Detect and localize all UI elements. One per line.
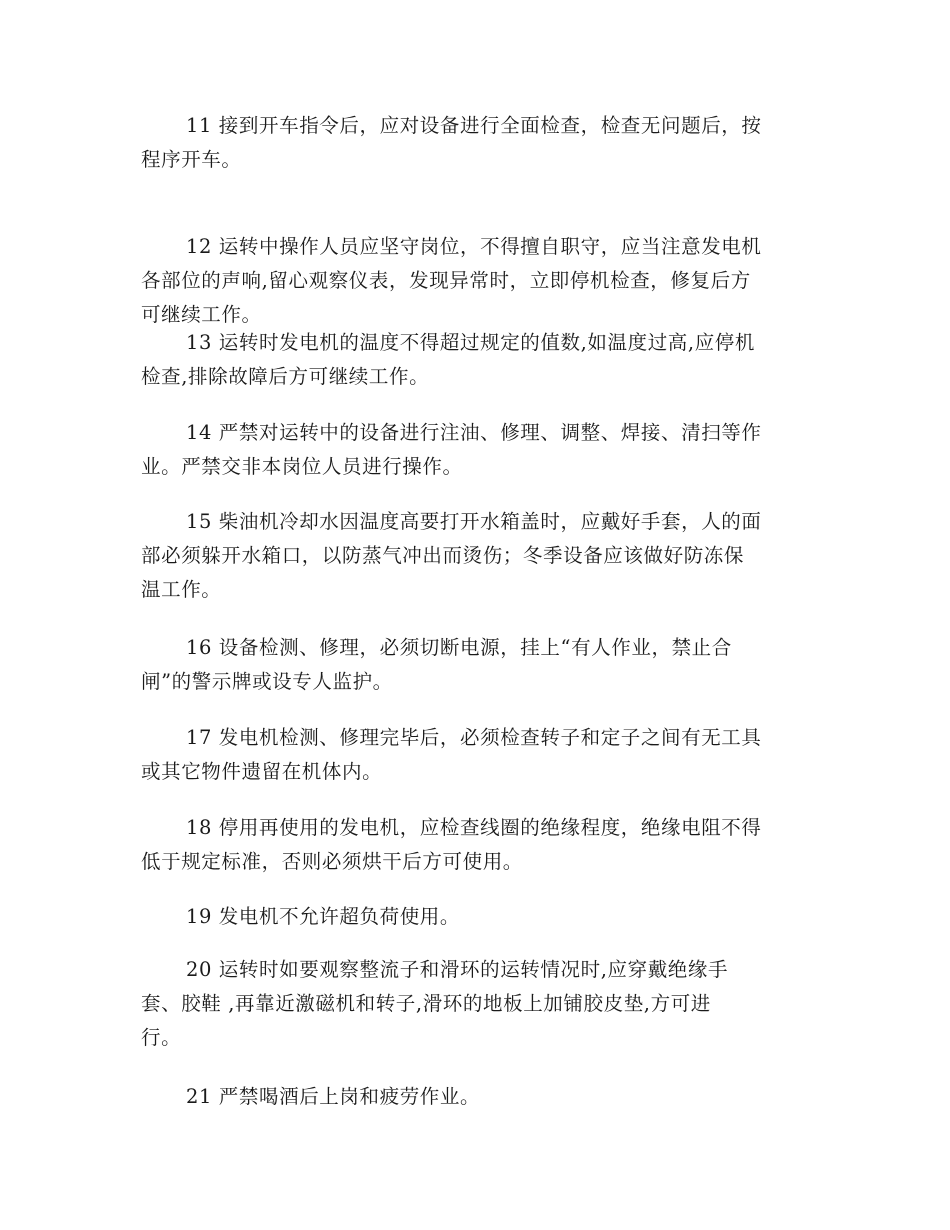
paragraph-line: 低于规定标准，否则必须烘干后方可使用。	[141, 850, 523, 873]
paragraph-17	[141, 721, 811, 789]
paragraph-21	[141, 1080, 811, 1114]
paragraph-15	[141, 505, 811, 607]
paragraph-line: 行。	[141, 1026, 182, 1049]
paragraph-line: 13 运转时发电机的温度不得超过规定的值数,如温度过高,应停机	[186, 331, 756, 354]
paragraph-line: 11 接到开车指令后，应对设备进行全面检查，检查无问题后，按	[186, 114, 762, 137]
paragraph-line: 业。严禁交非本岗位人员进行操作。	[141, 455, 463, 478]
paragraph-line: 19 发电机不允许超负荷使用。	[186, 905, 461, 928]
paragraph-line: 18 停用再使用的发电机，应检查线圈的绝缘程度，绝缘电阻不得	[186, 816, 762, 839]
paragraph-18	[141, 811, 811, 879]
paragraph-line: 各部位的声响,留心观察仪表，发现异常时，立即停机检查，修复后方	[141, 269, 751, 292]
paragraph-line: 可继续工作。	[141, 303, 262, 326]
paragraph-line: 温工作。	[141, 578, 222, 601]
paragraph-19	[141, 900, 811, 934]
paragraph-line: 或其它物件遗留在机体内。	[141, 760, 383, 783]
paragraph-line: 15 柴油机冷却水因温度高要打开水箱盖时，应戴好手套，人的面	[186, 510, 762, 533]
paragraph-16	[141, 631, 811, 699]
paragraph-line: 17 发电机检测、修理完毕后，必须检查转子和定子之间有无工具	[186, 726, 762, 749]
paragraph-20	[141, 953, 811, 1055]
paragraph-line: 20 运转时如要观察整流子和滑环的运转情况时,应穿戴绝缘手	[186, 958, 729, 981]
paragraph-line: 程序开车。	[141, 148, 242, 171]
paragraph-line: 12 运转中操作人员应坚守岗位，不得擅自职守，应当注意发电机	[186, 235, 762, 258]
paragraph-line: 闸”的警示牌或设专人监护。	[141, 670, 393, 693]
paragraph-11	[141, 109, 811, 177]
paragraph-line: 检查,排除故障后方可继续工作。	[141, 365, 430, 388]
paragraph-line: 14 严禁对运转中的设备进行注油、修理、调整、焊接、清扫等作	[186, 421, 762, 444]
paragraph-line: 套、胶鞋 ,再靠近激磁机和转子,滑环的地板上加铺胶皮垫,方可进	[141, 992, 711, 1015]
paragraph-12	[141, 230, 811, 332]
paragraph-14	[141, 416, 811, 484]
paragraph-13	[141, 326, 811, 394]
paragraph-line: 21 严禁喝酒后上岗和疲劳作业。	[186, 1085, 481, 1108]
paragraph-line: 部必须躲开水箱口，以防蒸气冲出而烫伤；冬季设备应该做好防冻保	[141, 544, 745, 567]
paragraph-line: 16 设备检测、修理，必须切断电源，挂上“有人作业，禁止合	[186, 636, 732, 659]
